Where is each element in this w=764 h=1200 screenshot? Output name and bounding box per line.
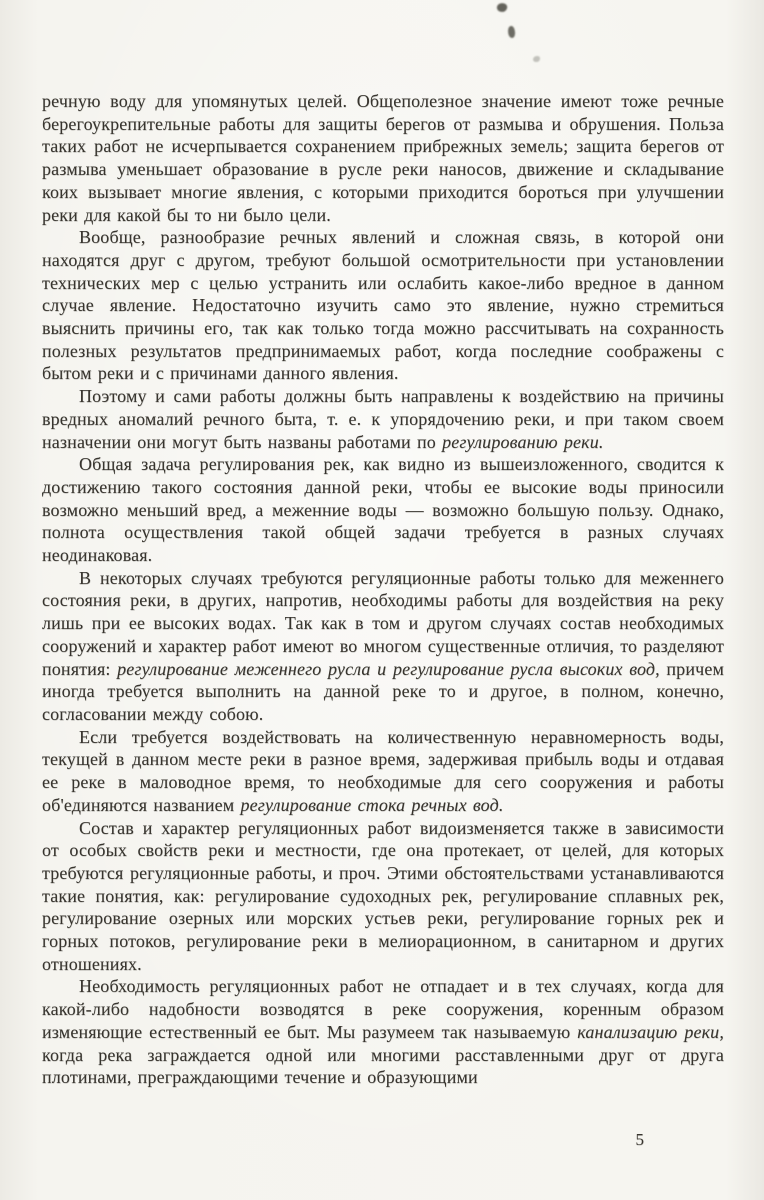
paragraph — [42, 817, 724, 976]
italic-text: регулирование меженнего русла и регулирование русла высоких вод, — [117, 658, 660, 679]
body-text: Общая задача регулирования рек, как видно из вышеизложенного, сводится к достижению такого состояния данной реки, чтобы ее высокие воды приносили возможно меньший вред, а меженние воды — возможно большую пользу. Однако, полнота осуществления такой общей задачи требуется в разных случаях неодинаковая. — [42, 454, 724, 566]
italic-text: регулирование стока речных вод. — [240, 794, 504, 815]
paragraph — [42, 975, 724, 1089]
text-block — [42, 90, 724, 1089]
page-number: 5 — [635, 1130, 644, 1149]
paragraph — [42, 453, 724, 567]
body-text: речную воду для упомянутых целей. Общеполезное значение имеют тоже речные берегоукрепительные работы для защиты берегов от размыва и обрушения. Польза таких работ не исчерпывается сохранением прибрежных земель; защита берегов от размыва уменьшает образование в русле реки наносов, движение и складывание коих вызывает многие явления, с которыми приходится бороться при улучшении реки для какой бы то ни было цели. — [42, 91, 724, 225]
ink-smudge — [496, 2, 508, 14]
body-text: когда река заграждается одной или многими расставленными друг от друга плотинами, преграждающими течение и образующими — [42, 1044, 724, 1088]
body-text: В некоторых случаях требуются регуляционные работы только для меженнего состояния реки, в других, напротив, необходимы работы для воздействия на реку лишь при ее высоких водах. Так как в том и другом случаях состав необходимых сооружений и характер работ имеют во многом существенные отличия, то разделяют понятия: — [42, 567, 724, 679]
body-text: Вообще, разнообразие речных явлений и сложная связь, в которой они находятся друг с другом, требуют большой осмотрительности при установлении технических мер с целью устранить или ослабить какое-либо вредное в данном случае явление. Недостаточно изучить само это явление, нужно стремиться выяснить причины его, так как только тогда можно рассчитывать на сохранность полезных результатов предпринимаемых работ, когда последние соображены с бытом реки и с причинами данного явления. — [42, 227, 724, 384]
ink-smudge — [533, 56, 540, 62]
paragraph — [42, 385, 724, 453]
body-text: причем иногда требуется выполнить на данной реке то и другое, в полном, конечно, согласовании между собою. — [42, 658, 725, 724]
body-text: Необходимость регуляционных работ не отпадает и в тех случаях, когда для какой-либо надобности возводятся в реке сооружения, коренным образом изменяющие естественный ее быт. Мы разумеем так называемую — [42, 976, 724, 1042]
body-text: Если требуется воздействовать на количественную неравномерность воды, текущей в данном месте реки в разное время, задерживая прибыль воды и отдавая ее реке в маловодное время, то необходимые для сего сооружения и работы об'единяются названием — [42, 726, 724, 815]
body-text: Поэтому и сами работы должны быть направлены к воздействию на причины вредных аномалий речного быта, т. е. к упорядочению реки, и при таком своем назначении они могут быть названы работами по — [42, 386, 724, 452]
ink-smudge — [507, 25, 516, 38]
paragraph — [42, 226, 724, 385]
paragraph — [42, 567, 724, 726]
body-text: Состав и характер регуляционных работ видоизменяется также в зависимости от особых свойств реки и местности, где она протекает, от целей, для которых требуются регуляционные работы, и проч. Этими обстоятельствами устанавливаются такие понятия, как: регулирование судоходных рек, регулирование сплавных рек, регулирование озерных или морских устьев реки, регулирование горных рек и горных потоков, регулирование реки в мелиорационном, в санитарном и других отношениях. — [42, 817, 724, 974]
paragraph — [42, 90, 724, 226]
italic-text: регулированию реки. — [442, 431, 604, 452]
italic-text: канализацию реки, — [577, 1021, 724, 1042]
paragraph — [42, 726, 724, 817]
